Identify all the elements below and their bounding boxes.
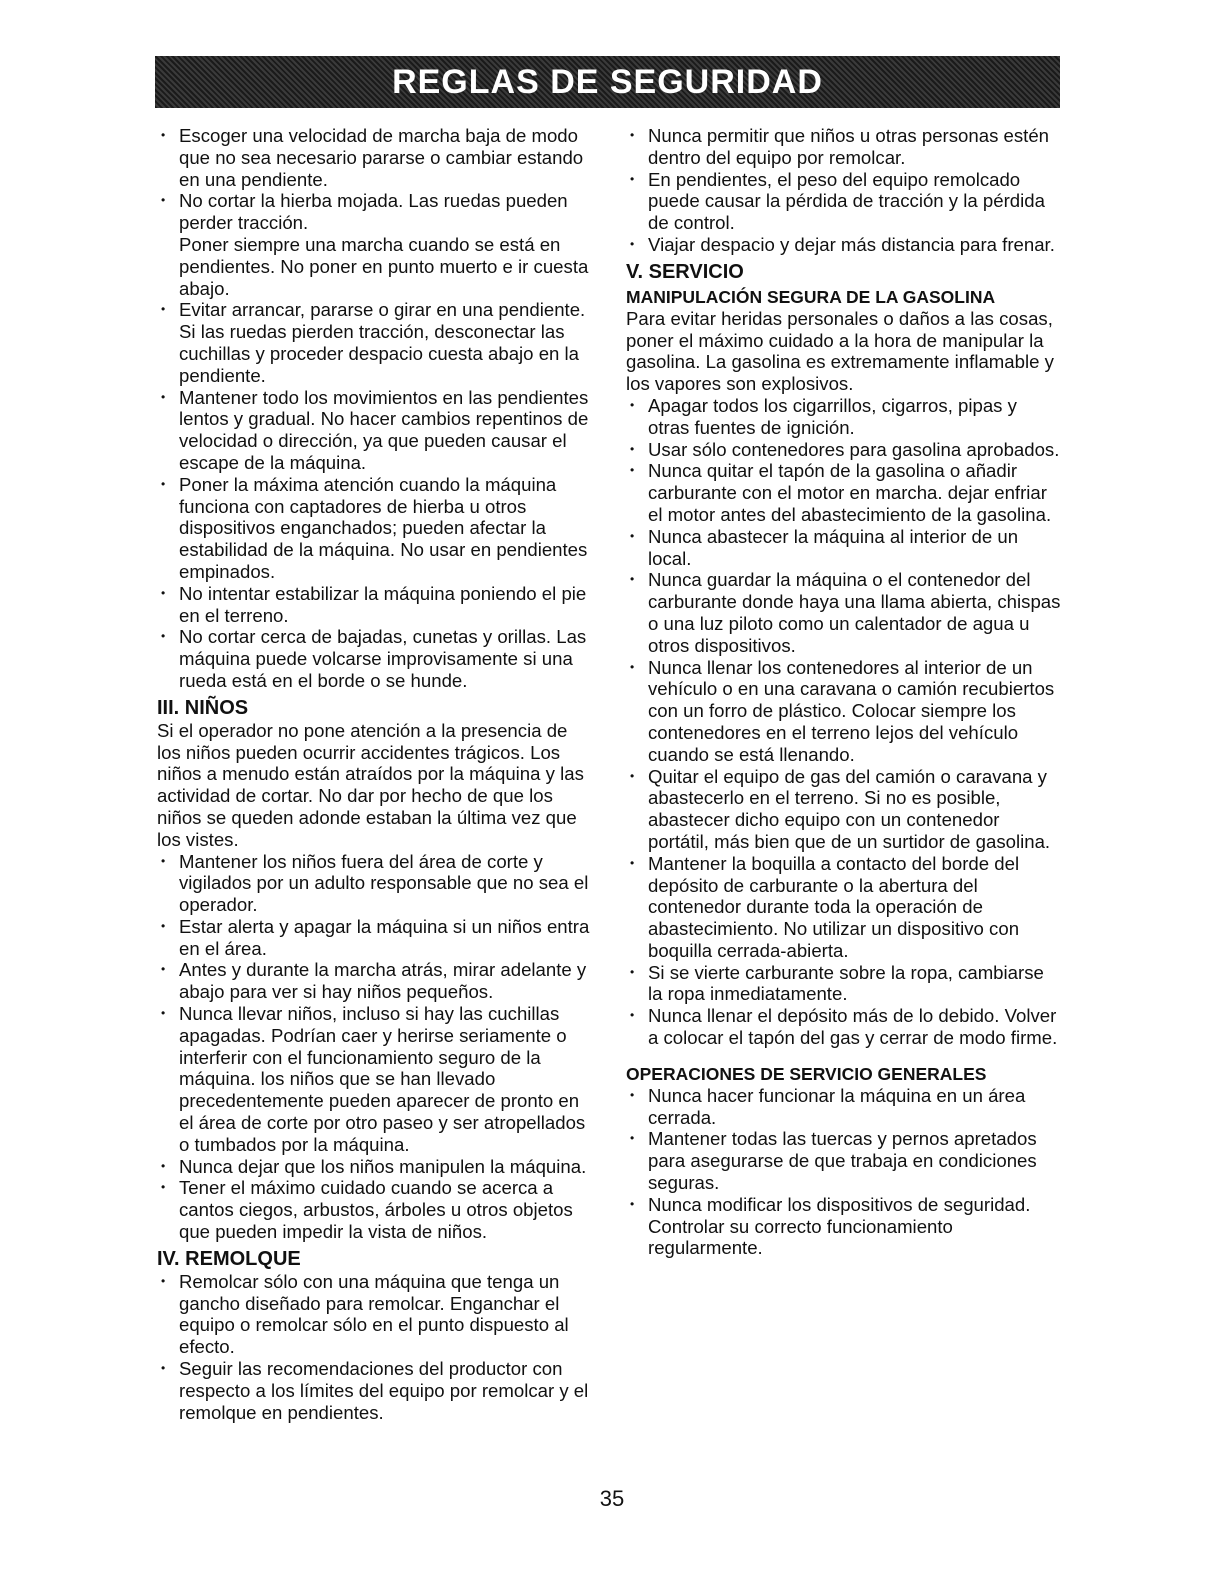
list-item: • Usar sólo contenedores para gasolina aprobados. xyxy=(626,439,1062,461)
page-title: REGLAS DE SEGURIDAD xyxy=(392,62,823,101)
gasolina-list xyxy=(626,395,1062,1049)
list-item: • Apagar todos los cigarrillos, cigarros, pipas y otras fuentes de ignición. xyxy=(626,395,1062,439)
list-item: • Nunca llevar niños, incluso si hay las cuchillas apagadas. Podrían caer y herirse seriamente o interferir con el funcionamiento seguro de la máquina. los niños que se han llevado precedentemente pueden aparecer de pronto en el área de corte por otro paseo y ser atropellados o tumbados por la máquina. xyxy=(157,1003,593,1156)
list-item: • Nunca hacer funcionar la máquina en un área cerrada. xyxy=(626,1085,1062,1129)
list-item: • No cortar la hierba mojada. Las ruedas pueden perder tracción. xyxy=(157,190,593,234)
list-item: • Mantener todo los movimientos en las pendientes lentos y gradual. No hacer cambios repentinos de velocidad o dirección, ya que pueden causar el escape de la máquina. xyxy=(157,387,593,474)
list-item: • Antes y durante la marcha atrás, mirar adelante y abajo para ver si hay niños pequeños. xyxy=(157,959,593,1003)
list-item: • En pendientes, el peso del equipo remolcado puede causar la pérdida de tracción y la pérdida de control. xyxy=(626,169,1062,234)
right-column xyxy=(626,125,1062,1259)
section-heading-remolque: IV. REMOLQUE xyxy=(157,1247,301,1270)
list-item: • Evitar arrancar, pararse o girar en una pendiente. Si las ruedas pierden tracción, desconectar las cuchillas y proceder despacio cuesta abajo en la pendiente. xyxy=(157,299,593,386)
subheading-gasolina: MANIPULACIÓN SEGURA DE LA GASOLINA xyxy=(626,286,996,307)
list-item: • Si se vierte carburante sobre la ropa, cambiarse la ropa inmediatamente. xyxy=(626,962,1062,1006)
list-item: • Nunca guardar la máquina o el contenedor del carburante donde haya una llama abierta, chispas o una luz piloto como un calentador de agua u otros dispositivos. xyxy=(626,569,1062,656)
remolque-list-cont xyxy=(626,125,1062,256)
title-banner xyxy=(155,56,1060,108)
list-item: • Nunca abastecer la máquina al interior de un local. xyxy=(626,526,1062,570)
list-item: • No intentar estabilizar la máquina poniendo el pie en el terreno. xyxy=(157,583,593,627)
list-item: • Nunca llenar los contenedores al interior de un vehículo o en una caravana o camión recubiertos con un forro de plástico. Colocar siempre los contenedores en el terreno lejos del vehículo cuando se está llenando. xyxy=(626,657,1062,766)
generales-list xyxy=(626,1085,1062,1259)
gasolina-intro: Para evitar heridas personales o daños a las cosas, poner el máximo cuidado a la hora de manipular la gasolina. La gasolina es extremamente inflamable y los vapores son explosivos. xyxy=(626,307,1054,395)
page-number: 35 xyxy=(599,1486,625,1511)
section-heading-ninos: III. NIÑOS xyxy=(157,696,249,719)
list-item: • Seguir las recomendaciones del productor con respecto a los límites del equipo por remolcar y el remolque en pendientes. xyxy=(157,1358,593,1423)
list-item: • Nunca llenar el depósito más de lo debido. Volver a colocar el tapón del gas y cerrar de modo firme. xyxy=(626,1005,1062,1049)
remolque-list xyxy=(157,1271,593,1424)
list-item: • Escoger una velocidad de marcha baja de modo que no sea necesario pararse o cambiar estando en una pendiente. xyxy=(157,125,593,190)
ninos-intro: Si el operador no pone atención a la presencia de los niños pueden ocurrir accidentes trágicos. Los niños a menudo están atraídos por la máquina y las actividad de cortar. No dar por hecho de que los niños se queden adonde estaban la última vez que los vistes. xyxy=(157,719,584,850)
list-item: • Nunca modificar los dispositivos de seguridad. Controlar su correcto funcionamiento regularmente. xyxy=(626,1194,1062,1259)
list-item: • Estar alerta y apagar la máquina si un niños entra en el área. xyxy=(157,916,593,960)
list-item: • Viajar despacio y dejar más distancia para frenar. xyxy=(626,234,1062,256)
list-item: • Tener el máximo cuidado cuando se acerca a cantos ciegos, arbustos, árboles u otros objetos que pueden impedir la vista de niños. xyxy=(157,1177,593,1242)
left-column xyxy=(157,125,593,1423)
section-heading-servicio: V. SERVICIO xyxy=(626,260,744,283)
list-item: • Nunca dejar que los niños manipulen la máquina. xyxy=(157,1156,593,1178)
list-item: • Remolcar sólo con una máquina que tenga un gancho diseñado para remolcar. Enganchar el equipo o remolcar sólo en el punto dispuesto al efecto. xyxy=(157,1271,593,1358)
ninos-list xyxy=(157,851,593,1243)
list-item: • Mantener los niños fuera del área de corte y vigilados por un adulto responsable que no sea el operador. xyxy=(157,851,593,916)
list-item: • Nunca permitir que niños u otras personas estén dentro del equipo por remolcar. xyxy=(626,125,1062,169)
slope-list-a xyxy=(157,125,593,234)
slope-note: Poner siempre una marcha cuando se está en pendientes. No poner en punto muerto e ir cuesta abajo. xyxy=(179,233,589,299)
list-item: • Mantener todas las tuercas y pernos apretados para asegurarse de que trabaja en condiciones seguras. xyxy=(626,1128,1062,1193)
list-item: • Nunca quitar el tapón de la gasolina o añadir carburante con el motor en marcha. dejar enfriar el motor antes del abastecimiento de la gasolina. xyxy=(626,460,1062,525)
list-item: • Poner la máxima atención cuando la máquina funciona con captadores de hierba u otros dispositivos enganchados; pueden afectar la estabilidad de la máquina. No usar en pendientes empinados. xyxy=(157,474,593,583)
subheading-generales: OPERACIONES DE SERVICIO GENERALES xyxy=(626,1063,987,1084)
slope-list-b xyxy=(157,299,593,691)
list-item: • Quitar el equipo de gas del camión o caravana y abastecerlo en el terreno. Si no es posible, abastecer dicho equipo con un contenedor portátil, más bien que de un surtidor de gasolina. xyxy=(626,766,1062,853)
list-item: • Mantener la boquilla a contacto del borde del depósito de carburante o la abertura del contenedor durante toda la operación de abastecimiento. No utilizar un dispositivo con boquilla cerrada-abierta. xyxy=(626,853,1062,962)
list-item: • No cortar cerca de bajadas, cunetas y orillas. Las máquina puede volcarse improvisamente si una rueda está en el borde o se hunde. xyxy=(157,626,593,691)
